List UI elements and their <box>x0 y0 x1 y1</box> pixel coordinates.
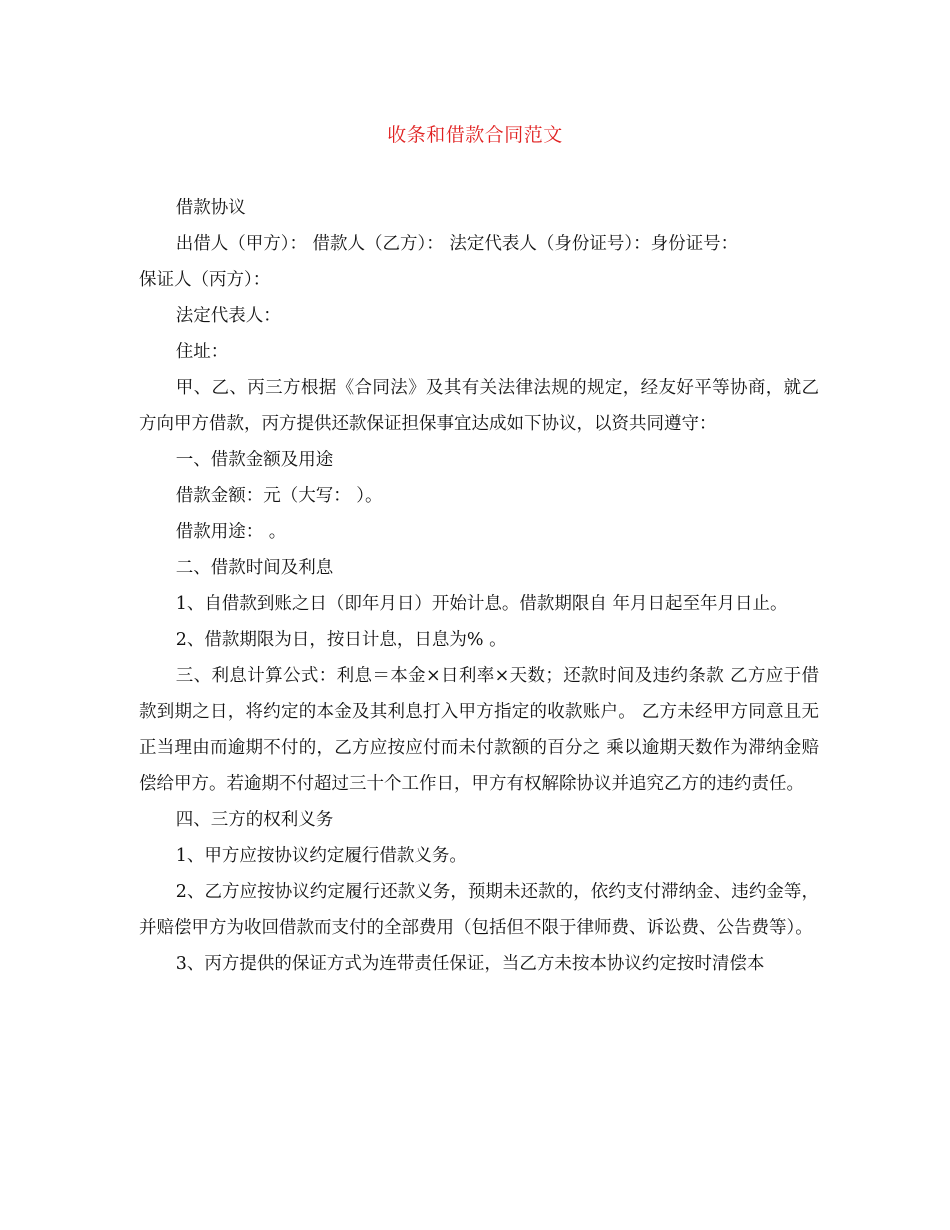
parties-line: 出借人（甲方）： 借款人（乙方）： 法定代表人（身份证号）：身份证号： <box>175 234 739 254</box>
address-line: 住址： <box>175 342 229 362</box>
section-3-paragraph: 三、利息计算公式：利息＝本金×日利率×天数；还款时间及违约条款 乙方应于借款到期之日，将约定的本金及其利息打入甲方指定的收款账户。 乙方未经甲方同意且无正当理由而逾期不付的，乙方应按应付而未付款额的百分之 乘以逾期天数作为滞纳金赔偿给甲方。若逾期不付超过三十个工作日，甲方有权解除协议并追究乙方的违约责任。 <box>139 666 819 794</box>
clause-4-2: 2、乙方应按协议约定履行还款义务，预期未还款的，依约支付滞纳金、违约金等，并赔偿甲方为收回借款而支付的全部费用（包括但不限于律师费、诉讼费、公告费等）。 <box>139 882 819 938</box>
heading-agreement: 借款协议 <box>175 198 246 218</box>
document-title: 收条和借款合同范文 <box>387 124 563 146</box>
guarantor-line: 保证人（丙方）： <box>139 270 271 290</box>
clause-4-1: 1、甲方应按协议约定履行借款义务。 <box>175 846 467 866</box>
legal-rep-line: 法定代表人： <box>175 306 281 326</box>
clause-2-2: 2、借款期限为日，按日计息，日息为% 。 <box>175 630 507 650</box>
loan-amount-line: 借款金额：元（大写： ）。 <box>175 486 383 506</box>
section-4-heading: 四、三方的权利义务 <box>175 810 334 830</box>
section-2-heading: 二、借款时间及利息 <box>175 558 334 578</box>
document-body <box>139 190 819 982</box>
preamble-paragraph: 甲、乙、丙三方根据《合同法》及其有关法律法规的规定，经友好平等协商，就乙方向甲方借款，丙方提供还款保证担保事宜达成如下协议，以资共同遵守： <box>139 378 819 434</box>
clause-2-1: 1、自借款到账之日（即年月日）开始计息。借款期限自 年月日起至年月日止。 <box>175 594 788 614</box>
section-1-heading: 一、借款金额及用途 <box>175 450 334 470</box>
clause-4-3: 3、丙方提供的保证方式为连带责任保证，当乙方未按本协议约定按时清偿本 <box>175 954 765 974</box>
loan-purpose-line: 借款用途： 。 <box>175 522 287 542</box>
